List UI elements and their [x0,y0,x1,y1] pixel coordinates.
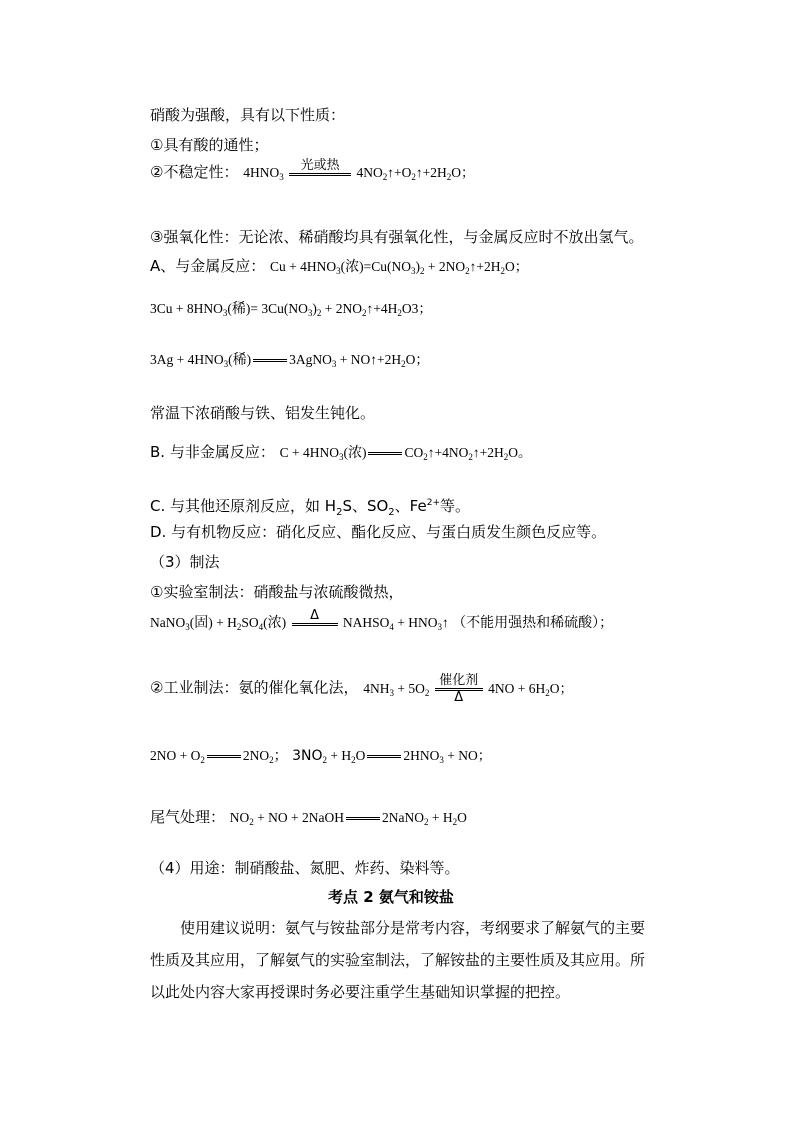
carbon-equation: $C + 4HNO_3$(浓) $CO_2↑+4NO_2↑+2H_2O$。 [279,445,532,462]
cu-conc-equation: $Cu + 4HNO_3$(浓)$=Cu(NO_3)_2$ + $2NO_2↑+2H_2O$； [270,259,529,276]
lab-prep-text: ①实验室制法：硝酸盐与浓硫酸微热， [150,583,404,601]
passivation-text: 常温下浓硝酸与铁、铝发生钝化。 [150,404,376,422]
unstable-label: ②不稳定性： [150,163,239,181]
intro-text: 硝酸为强酸，具有以下性质： [150,106,346,124]
lab-prep-note: （不能用强热和稀硫酸）； [452,615,614,631]
ag-equation: $3Ag + 4HNO_3$(稀) 3AgNO$_3$ + $NO↑+2H_2O$； [150,352,429,369]
catalyst-arrow: 催化剂 Δ [435,674,483,705]
lab-prep-equation: NaNO$_3$(固) + $H_2SO_4$(浓) Δ $NAHSO_4$ + $HNO_3↑$ [150,608,449,632]
advice-paragraph: 使用建议说明：氨气与铵盐部分是常考内容，考纲要求了解氨气的主要性质及其应用，了解氨气的实验室制法，了解铵盐的主要性质及其应用。所以此处内容大家再授课时务必要注重学生基础知识掌握的把控。 [150,919,646,1001]
unstable-equation: $4HNO_3$ 光或热 $4NO_2↑+O_2↑+2H_2O$； [243,158,475,182]
condition-arrow: 光或热 [289,159,351,176]
lab-prep-equation-line [150,608,614,652]
industrial-prep-line [150,674,573,714]
metal-reaction-line [150,256,528,281]
ammonia-oxidation-equation: $4NH_3 + 5O_2$ 催化剂 Δ $4NO + 6H_2O$； [363,673,573,705]
topic-2-heading: 考点 2 氨气和铵盐 [328,888,454,906]
reducer-reaction-line: C. 与其他还原剂反应，如 $H_2S$、$SO_2$、$Fe^{2+}$等。 [150,497,471,518]
property-oxidizing: ③强氧化性：无论浓、稀硝酸均具有强氧化性，与金属反应时不放出氢气。 [150,228,644,246]
cu-dilute-equation: $3Cu + 8HNO_3$(稀)= $3Cu(NO_3)_2$ + $2NO_2↑+4H_2O3$； [150,301,432,318]
tail-gas-label: 尾气处理： [150,808,226,826]
section-4-uses: （4）用途：制硝酸盐、氮肥、炸药、染料等。 [150,859,460,877]
tail-gas-equation: $NO_2$ + NO + 2NaOH 2NaNO$_2$ + $H_2O$ [229,810,467,827]
section-3-heading: （3）制法 [150,553,220,571]
property-unstable [150,158,475,202]
nonmetal-reaction-line [150,442,532,467]
equals-sign [253,359,287,362]
no-oxidation-equations: $2NO + O_2$ $2NO_2$； $3NO_2 + H_2O$ $2HNO_3$ + NO； [150,748,492,765]
metal-reaction-label: A、与金属反应： [150,257,266,275]
organic-reaction-line: D. 与有机物反应：硝化反应、酯化反应、与蛋白质发生颜色反应等。 [150,523,607,541]
heat-arrow: Δ [292,609,338,626]
tail-gas-line [150,807,467,832]
property-acid: ①具有酸的通性； [150,136,269,154]
industrial-prep-label: ②工业制法：氨的催化氧化法， [150,678,359,697]
nonmetal-reaction-label: B. 与非金属反应： [150,443,275,461]
